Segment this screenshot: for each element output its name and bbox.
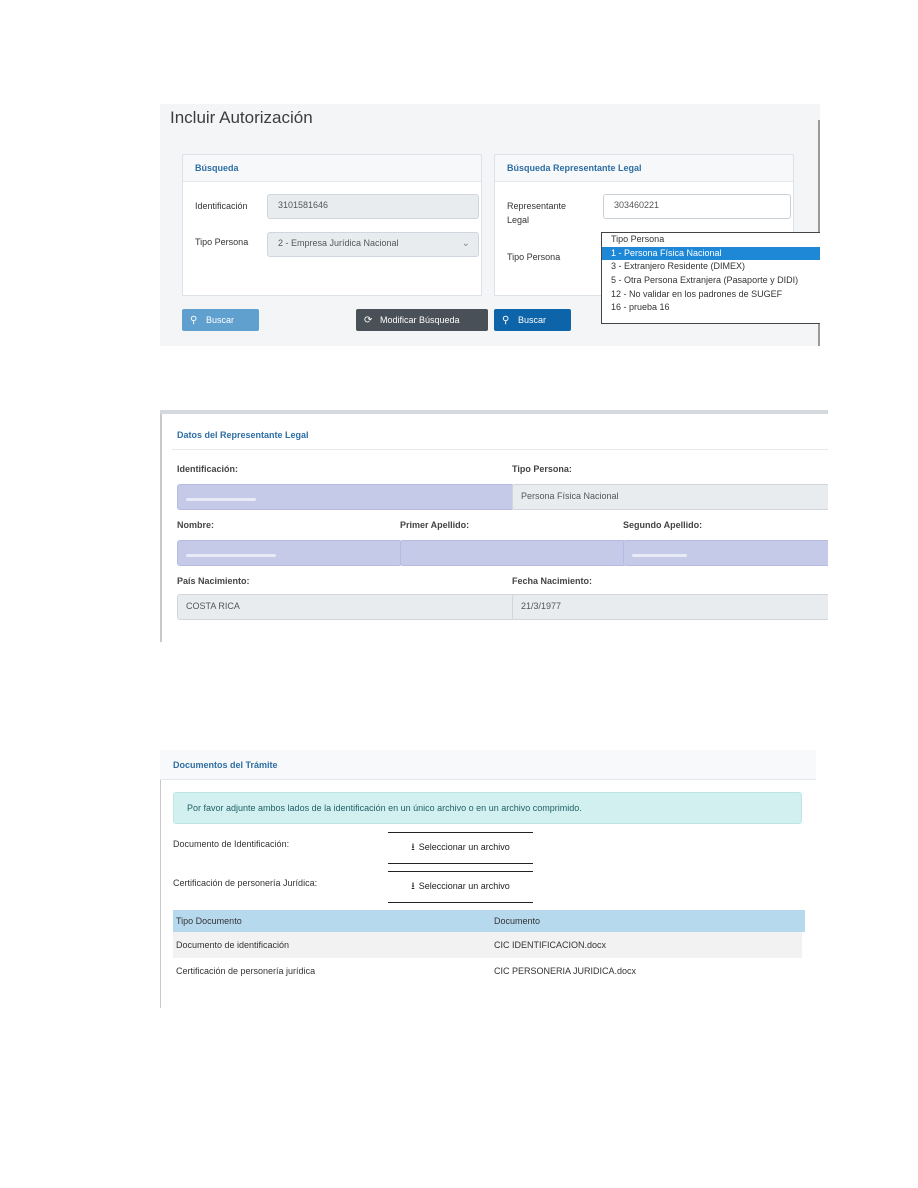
primer-apellido-label: Primer Apellido: [400, 520, 470, 530]
nombre-field [177, 540, 402, 566]
incluir-autorizacion-panel [160, 104, 820, 346]
cell-tipo: Documento de identificación [176, 940, 290, 950]
page-title: Incluir Autorización [170, 108, 313, 127]
dropdown-option[interactable]: Tipo Persona [611, 234, 665, 244]
redacted-text [632, 554, 687, 557]
table-row [173, 958, 802, 984]
tipo-persona-selected: 2 - Empresa Jurídica Nacional [278, 238, 399, 248]
rep-tipo-persona-label: Tipo Persona [507, 252, 561, 262]
info-alert: Por favor adjunte ambos lados de la identificación en un único archivo o en un archivo comprimido. [173, 792, 802, 824]
buscar-button[interactable]: ⚲ Buscar [182, 309, 259, 331]
datos-representante-panel [160, 410, 828, 642]
documentos-header: Documentos del Trámite [160, 750, 816, 780]
select-file-certificacion-button[interactable]: ⭳ Seleccionar un archivo [388, 871, 533, 903]
panel-edge [160, 414, 162, 642]
busqueda-header: Búsqueda [183, 155, 481, 182]
nombre-label: Nombre: [177, 520, 215, 530]
identificacion-field [177, 484, 514, 510]
pais-nacimiento-label: País Nacimiento: [177, 576, 250, 586]
upload-icon: ⭳ [411, 842, 415, 853]
documentos-tramite-panel [160, 750, 816, 1008]
representante-header: Búsqueda Representante Legal [495, 155, 793, 182]
dropdown-option-selected[interactable]: 1 - Persona Física Nacional [602, 247, 820, 261]
search-icon: ⚲ [502, 315, 510, 326]
identificacion-label: Identificación [195, 201, 248, 211]
fecha-nacimiento-label: Fecha Nacimiento: [512, 576, 593, 586]
chevron-down-icon: ⌄ [461, 238, 470, 249]
dropdown-option[interactable]: 12 - No validar en los padrones de SUGEF [611, 288, 783, 299]
tipo-persona-label: Tipo Persona [195, 237, 249, 247]
representante-input[interactable]: 303460221 [603, 194, 791, 219]
table-header-tipo: Tipo Documento [173, 910, 494, 932]
tipo-persona-dropdown[interactable] [601, 232, 820, 324]
redacted-text [186, 498, 256, 501]
segundo-apellido-field [623, 540, 828, 566]
upload-icon: ⭳ [411, 881, 415, 892]
table-header-documento: Documento [491, 910, 805, 932]
select-file-identificacion-button[interactable]: ⭳ Seleccionar un archivo [388, 832, 533, 864]
identificacion-label: Identificación: [177, 464, 239, 474]
tipo-persona-select[interactable] [267, 232, 479, 257]
datos-representante-header: Datos del Representante Legal [172, 420, 828, 450]
table-row [173, 932, 802, 958]
primer-apellido-field [400, 540, 626, 566]
modificar-busqueda-button[interactable]: ⟳ Modificar Búsqueda [356, 309, 488, 331]
cell-documento: CIC IDENTIFICACION.docx [494, 940, 607, 950]
refresh-icon: ⟳ [364, 315, 373, 326]
cell-tipo: Certificación de personería jurídica [176, 966, 316, 976]
buscar-representante-button[interactable]: ⚲ Buscar [494, 309, 571, 331]
segundo-apellido-label: Segundo Apellido: [623, 520, 703, 530]
representante-label: Representante Legal [507, 201, 567, 225]
busqueda-card [182, 154, 482, 296]
search-icon: ⚲ [190, 315, 198, 326]
tipo-persona-field: Persona Física Nacional [512, 484, 828, 510]
identificacion-input[interactable]: 3101581646 [267, 194, 479, 219]
fecha-nacimiento-field: 21/3/1977 [512, 594, 828, 620]
cert-personeria-label: Certificación de personería Jurídica: [173, 878, 318, 888]
dropdown-option[interactable]: 5 - Otra Persona Extranjera (Pasaporte y DIDI) [611, 275, 799, 286]
panel-edge [160, 750, 161, 1008]
redacted-text [186, 554, 276, 557]
doc-identificacion-label: Documento de Identificación: [173, 839, 290, 849]
pais-nacimiento-field: COSTA RICA [177, 594, 516, 620]
tipo-persona-label: Tipo Persona: [512, 464, 572, 474]
cell-documento: CIC PERSONERIA JURIDICA.docx [494, 966, 637, 976]
dropdown-option[interactable]: 3 - Extranjero Residente (DIMEX) [611, 261, 746, 272]
dropdown-option[interactable]: 16 - prueba 16 [611, 302, 670, 313]
